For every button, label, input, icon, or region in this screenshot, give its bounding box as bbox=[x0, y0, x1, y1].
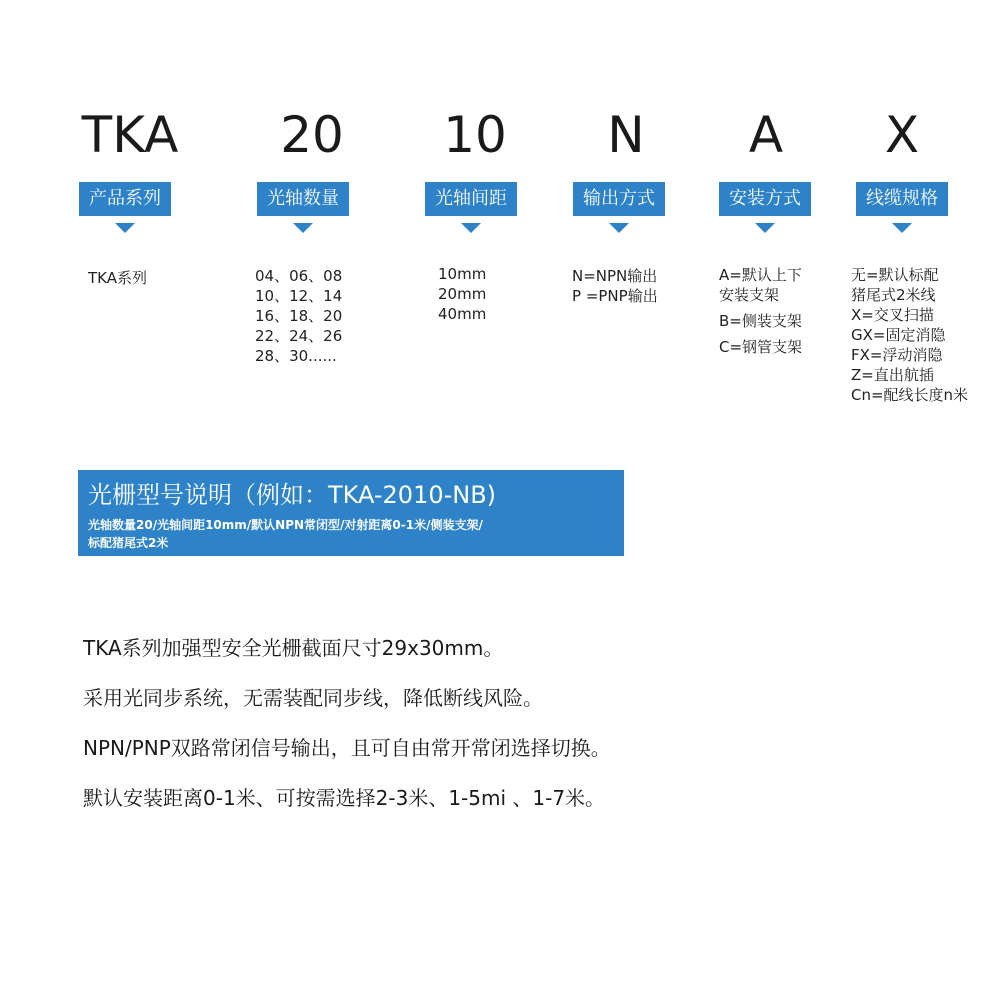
arrow-down-icon bbox=[115, 223, 135, 233]
feature-text: 采用光同步系统，无需装配同步线，降低断线风险。 bbox=[83, 686, 543, 710]
desc-axis-spacing-line: 10mm bbox=[438, 265, 487, 283]
feature-text: NPN/PNP双路常闭信号输出，且可自由常开常闭选择切换。 bbox=[83, 736, 611, 760]
feature-text: TKA系列加强型安全光栅截面尺寸29x30mm。 bbox=[83, 636, 504, 660]
desc-cable-line: X=交叉扫描 bbox=[851, 306, 934, 324]
desc-axis-count-line: 22、24、26 bbox=[255, 327, 343, 345]
desc-axis-spacing-line: 40mm bbox=[438, 305, 487, 323]
code-axis-count: 20 bbox=[280, 106, 344, 164]
desc-mounting-line: A=默认上下 bbox=[719, 266, 802, 284]
desc-axis-spacing-line: 20mm bbox=[438, 285, 487, 303]
desc-cable-line: 无=默认标配 bbox=[851, 266, 939, 284]
label-cable-text: 线缆规格 bbox=[856, 182, 948, 216]
arrow-down-icon bbox=[461, 223, 481, 233]
desc-axis-count-line: 28、30...... bbox=[255, 347, 337, 365]
example-banner bbox=[78, 470, 624, 556]
desc-axis-count bbox=[255, 266, 342, 366]
arrow-down-icon bbox=[755, 223, 775, 233]
desc-output-line: P =PNP输出 bbox=[572, 287, 658, 305]
desc-axis-count-line: 16、18、20 bbox=[255, 307, 343, 325]
desc-output bbox=[572, 266, 658, 306]
desc-mounting-line: 安装支架 bbox=[719, 286, 780, 304]
desc-axis-spacing bbox=[438, 264, 486, 324]
code-mounting: A bbox=[748, 106, 784, 164]
desc-cable-line: 猪尾式2米线 bbox=[851, 286, 936, 304]
desc-axis-count-line: 04、06、08 bbox=[255, 267, 343, 285]
label-mounting-text: 安装方式 bbox=[719, 182, 811, 216]
desc-series-line: TKA系列 bbox=[88, 269, 147, 287]
desc-mounting-line: C=钢管支架 bbox=[719, 338, 803, 356]
desc-series bbox=[88, 268, 147, 288]
label-axis-count bbox=[257, 182, 349, 233]
desc-cable-line: Z=直出航插 bbox=[851, 366, 934, 384]
arrow-down-icon bbox=[892, 223, 912, 233]
code-output: N bbox=[607, 106, 645, 164]
arrow-down-icon bbox=[293, 223, 313, 233]
label-axis-spacing-text: 光轴间距 bbox=[425, 182, 517, 216]
feature-text: 默认安装距离0-1米、可按需选择2-3米、1-5mi 、1-7米。 bbox=[83, 786, 606, 810]
code-cable: X bbox=[884, 106, 920, 164]
desc-output-line: N=NPN输出 bbox=[572, 267, 658, 285]
label-mounting bbox=[719, 182, 811, 233]
example-line: 标配猪尾式2米 bbox=[88, 536, 169, 550]
code-axis-spacing: 10 bbox=[443, 106, 507, 164]
label-output-text: 输出方式 bbox=[573, 182, 665, 216]
desc-mounting-line: B=侧装支架 bbox=[719, 312, 802, 330]
arrow-down-icon bbox=[609, 223, 629, 233]
desc-mounting bbox=[719, 265, 802, 357]
example-line: 光轴数量20/光轴间距10mm/默认NPN常闭型/对射距离0-1米/侧装支架/ bbox=[88, 518, 483, 532]
example-title: 光栅型号说明（例如：TKA-2010-NB) bbox=[88, 481, 497, 509]
code-series: TKA bbox=[81, 106, 179, 164]
label-cable bbox=[856, 182, 948, 233]
label-axis-spacing bbox=[425, 182, 517, 233]
example-description bbox=[88, 516, 483, 552]
label-output bbox=[573, 182, 665, 233]
desc-cable-line: Cn=配线长度n米 bbox=[851, 386, 969, 404]
label-series bbox=[79, 182, 171, 233]
label-axis-count-text: 光轴数量 bbox=[257, 182, 349, 216]
desc-axis-count-line: 10、12、14 bbox=[255, 287, 343, 305]
label-series-text: 产品系列 bbox=[79, 182, 171, 216]
desc-cable bbox=[851, 265, 968, 405]
desc-cable-line: FX=浮动消隐 bbox=[851, 346, 943, 364]
desc-cable-line: GX=固定消隐 bbox=[851, 326, 946, 344]
